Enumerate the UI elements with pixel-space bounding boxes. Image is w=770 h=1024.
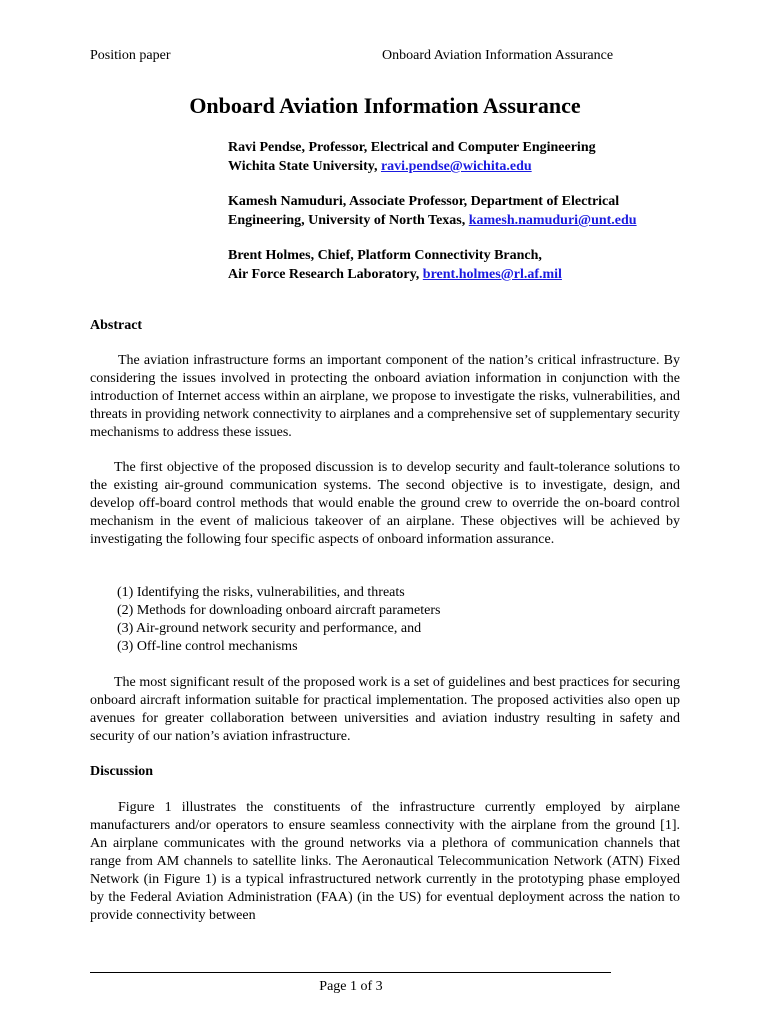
author-block-3 <box>228 246 688 284</box>
page-number: Page 1 of 3 <box>319 979 383 994</box>
footer-divider <box>90 972 611 973</box>
list-item: (2) Methods for downloading onboard aircraft parameters <box>117 603 441 618</box>
author-2-affiliation: Kamesh Namuduri, Associate Professor, Department of Electrical <box>228 194 620 209</box>
paper-title: Onboard Aviation Information Assurance <box>189 93 581 118</box>
author-1-affiliation: Ravi Pendse, Professor, Electrical and Computer Engineering <box>228 140 596 155</box>
abstract-paragraph-3: The most significant result of the proposed work is a set of guidelines and best practices for securing onboard aircraft information suitable for practical implementation. The proposed activities also open up avenues for greater collaboration between universities and aviation industry resulting in safety and security of our nation’s aviation infrastructure. <box>90 675 680 744</box>
discussion-paragraph-1: Figure 1 illustrates the constituents of the infrastructure currently employed by airplane manufacturers and/or operators to ensure seamless connectivity with the airplane from the ground [1]. An airplane communicates with the ground networks via a plethora of communication channels that range from AM channels to satellite links. The Aeronautical Telecommunication Network (ATN) Fixed Network (in Figure 1) is a typical infrastructured network currently in the prototyping phase employed by the Federal Aviation Administration (FAA) (in the US) for eventual deployment across the nation to provide connectivity between <box>90 800 680 923</box>
running-header-left: Position paper <box>90 48 171 63</box>
author-1-institution: Wichita State University, <box>228 159 381 174</box>
list-item: (1) Identifying the risks, vulnerabilities, and threats <box>117 585 405 600</box>
author-2-institution: Engineering, University of North Texas, <box>228 213 469 228</box>
author-2-institution-line <box>228 211 688 230</box>
list-item: (3) Air-ground network security and performance, and <box>117 621 422 636</box>
running-header-right: Onboard Aviation Information Assurance <box>382 48 614 63</box>
author-1-institution-line <box>228 157 688 176</box>
discussion-heading: Discussion <box>90 764 154 779</box>
abstract-paragraph-1: The aviation infrastructure forms an important component of the nation’s critical infrastructure. By considering the issues involved in protecting the onboard aviation information in conjunction with the introduction of Internet access within an airplane, we propose to investigate the risks, vulnerabilities, and threats in providing network connectivity to airplanes and a comprehensive set of supplementary security mechanisms to address these issues. <box>90 353 680 440</box>
objectives-list <box>117 584 440 656</box>
list-item: (3) Off-line control mechanisms <box>117 639 298 654</box>
author-block-2 <box>228 192 688 230</box>
author-3-affiliation: Brent Holmes, Chief, Platform Connectivity Branch, <box>228 248 542 263</box>
author-1-email-link[interactable]: ravi.pendse@wichita.edu <box>380 159 532 174</box>
author-2-email-link[interactable]: kamesh.namuduri@unt.edu <box>468 213 637 228</box>
abstract-heading: Abstract <box>90 318 143 333</box>
author-block-1 <box>228 138 688 176</box>
abstract-paragraph-2: The first objective of the proposed discussion is to develop security and fault-tolerance solutions to the existing air-ground communication systems. The second objective is to investigate, design, and develop off-board control methods that would enable the ground crew to override the on-board control mechanism in the event of malicious takeover of an airplane. These objectives will be achieved by investigating the following four specific aspects of onboard information assurance. <box>90 460 680 547</box>
author-3-institution: Air Force Research Laboratory, <box>228 267 423 282</box>
author-3-email-link[interactable]: brent.holmes@rl.af.mil <box>422 267 562 282</box>
author-3-institution-line <box>228 265 688 284</box>
